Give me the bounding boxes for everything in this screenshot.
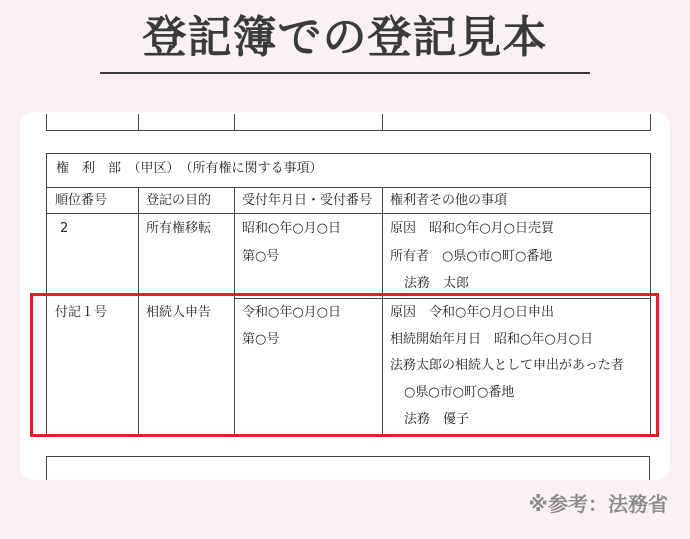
top-table-line	[46, 130, 651, 131]
top-table-line	[138, 114, 139, 130]
row1-detail: 原因 昭和○年○月○日売買	[390, 221, 555, 236]
row1-purpose: 所有権移転	[146, 221, 212, 236]
header-rank: 順位番号	[55, 193, 108, 208]
row2-rank: 付記１号	[55, 305, 108, 320]
row1-date: 昭和○年○月○日	[242, 221, 342, 236]
row1-rank: 2	[60, 221, 69, 236]
row2-purpose: 相続人申告	[146, 305, 212, 320]
row1-detail: 法務 太郎	[404, 276, 470, 291]
row2-detail: 法務 優子	[404, 412, 470, 427]
top-table-line	[234, 114, 235, 130]
top-table-line	[382, 114, 383, 130]
table-divider	[46, 187, 651, 188]
top-table-line	[650, 114, 651, 130]
row2-detail: 法務太郎の相続人として申出があった者	[390, 358, 624, 373]
row2-detail: 原因 令和○年○月○日申出	[390, 305, 555, 320]
row1-number: 第○号	[242, 249, 280, 264]
row2-date: 令和○年○月○日	[242, 305, 342, 320]
page-title: 登記簿での登記見本	[142, 12, 548, 63]
header-purpose: 登記の目的	[146, 193, 212, 208]
row2-detail: ○県○市○町○番地	[404, 385, 515, 400]
row2-number: 第○号	[242, 332, 280, 347]
highlight-box	[30, 293, 659, 437]
bottom-table-remnant	[46, 456, 650, 480]
source-note: ※参考：法務省	[528, 492, 668, 516]
table-border-top	[46, 153, 651, 154]
title-underline	[100, 72, 590, 74]
row1-detail: 所有者 ○県○市○町○番地	[390, 249, 553, 264]
row2-detail: 相続開始年月日 昭和○年○月○日	[390, 332, 594, 347]
table-divider	[46, 213, 651, 214]
section-label: 権 利 部 （甲区） （所有権に関する事項）	[56, 161, 323, 176]
top-table-line	[46, 114, 47, 130]
header-reception: 受付年月日・受付番号	[242, 193, 373, 208]
header-details: 権利者その他の事項	[390, 193, 508, 208]
